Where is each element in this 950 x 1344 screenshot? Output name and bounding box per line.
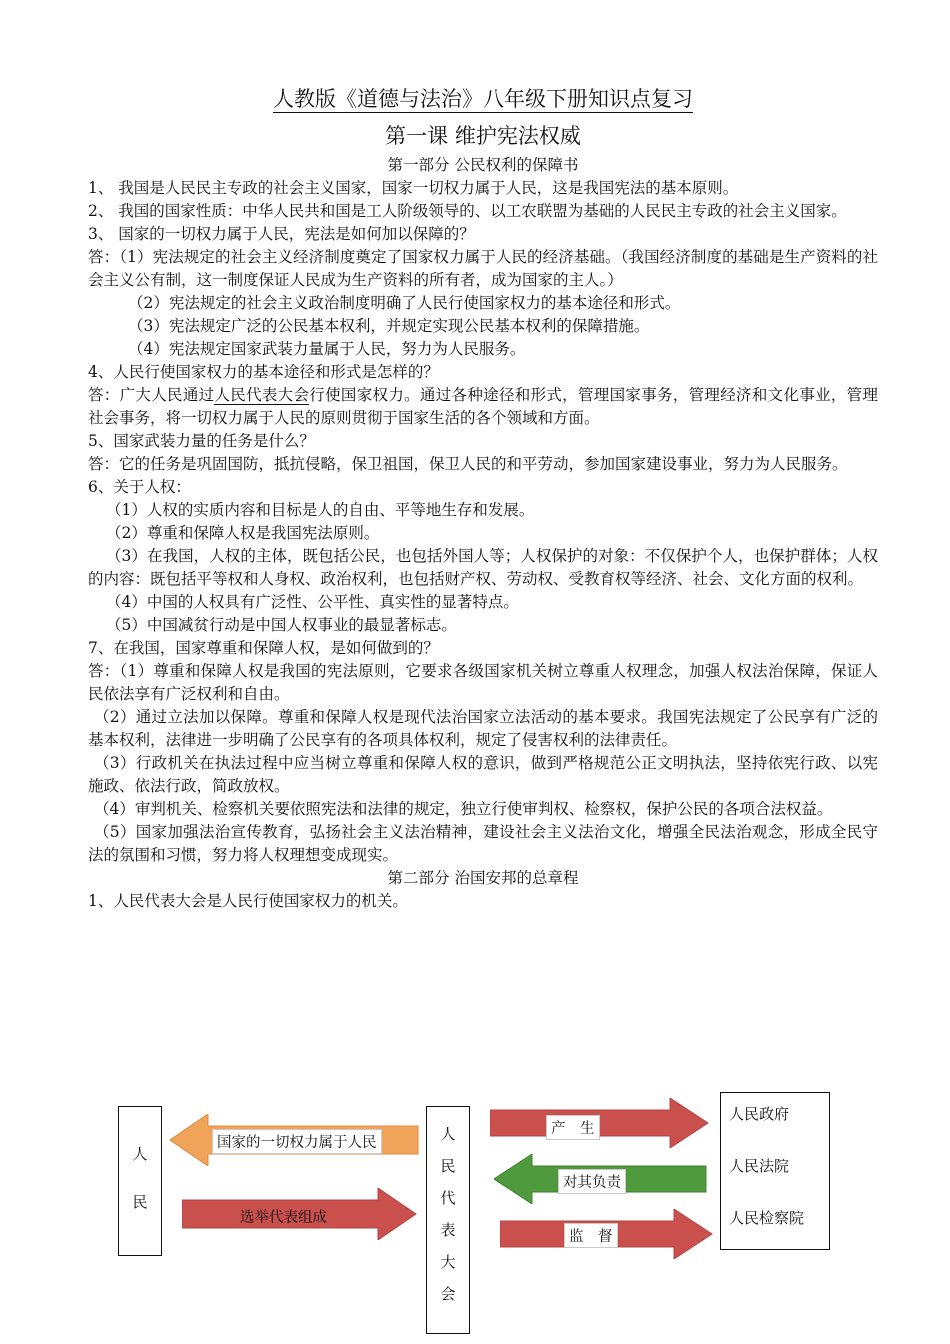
underlined-npc: 人民代表大会 <box>214 386 310 404</box>
point-6-5: （5）中国减贫行动是中国人权事业的最显著标志。 <box>106 616 457 634</box>
answer-7-1: 答：（1）尊重和保障人权是我国的宪法原则，它要求各级国家机关树立尊重人权理念，加强人权法治保障，保证人民依法享有广泛权利和自由。 <box>88 662 878 703</box>
document-page <box>88 84 878 913</box>
part2-point-1: 1、人民代表大会是人民行使国家权力的机关。 <box>88 892 408 910</box>
heading-6: 6、关于人权： <box>88 478 191 496</box>
arrow-elect-label: 选举代表组成 <box>240 1210 327 1226</box>
answer-3-4: （4）宪法规定国家武装力量属于人民，努力为人民服务。 <box>128 340 526 358</box>
question-5: 5、国家武装力量的任务是什么？ <box>88 432 315 450</box>
question-3: 3、 国家的一切权力属于人民，宪法是如何加以保障的？ <box>88 225 475 243</box>
organ-procuratorate: 人民检察院 <box>729 1209 805 1227</box>
part2-title: 第二部分 治国安邦的总章程 <box>387 869 579 887</box>
state-organs-box <box>720 1092 830 1250</box>
arrow-power-label: 国家的一切权力属于人民 <box>212 1129 382 1154</box>
people-box <box>118 1106 162 1256</box>
npc-box <box>426 1106 470 1334</box>
npc-char-5: 大 <box>440 1253 456 1271</box>
arrow-supervise-label: 监 督 <box>564 1223 618 1248</box>
question-7: 7、在我国，国家尊重和保障人权，是如何做到的？ <box>88 639 439 657</box>
question-4: 4、人民行使国家权力的基本途径和形式是怎样的？ <box>88 363 439 381</box>
answer-3-3: （3）宪法规定广泛的公民基本权利，并规定实现公民基本权利的保障措施。 <box>128 317 650 335</box>
arrow-produce-label: 产 生 <box>546 1115 600 1140</box>
lesson-title: 第一课 维护宪法权威 <box>385 124 581 148</box>
answer-3-1: 答：（1）宪法规定的社会主义经济制度奠定了国家权力属于人民的经济基础。（我国经济制度的基础是生产资料的社会主义公有制，这一制度保证人民成为生产资料的所有者，成为国家的主人。） <box>88 248 878 289</box>
answer-7-5: （5）国家加强法治宣传教育，弘扬社会主义法治精神，建设社会主义法治文化，增强全民法治观念，形成全民守法的氛围和习惯，努力将人权理想变成现实。 <box>88 823 878 864</box>
npc-char-1: 人 <box>440 1125 456 1143</box>
npc-char-6: 会 <box>440 1285 456 1303</box>
answer-7-2: （2）通过立法加以保障。尊重和保障人权是现代法治国家立法活动的基本要求。我国宪法规定了公民享有广泛的基本权利，法律进一步明确了公民享有的各项具体权利，规定了侵害权利的法律责任。 <box>88 708 878 749</box>
part1-title: 第一部分 公民权利的保障书 <box>387 156 579 174</box>
arrow-responsible-label: 对其负责 <box>558 1169 626 1194</box>
npc-char-2: 民 <box>440 1157 456 1175</box>
point-1: 1、 我国是人民民主专政的社会主义国家，国家一切权力属于人民，这是我国宪法的基本原则。 <box>88 179 739 197</box>
point-2: 2、 我国的国家性质：中华人民共和国是工人阶级领导的、以工农联盟为基础的人民民主专政的社会主义国家。 <box>88 202 847 220</box>
answer-7-4: （4）审判机关、检察机关要依照宪法和法律的规定，独立行使审判权、检察权，保护公民的各项合法权益。 <box>94 800 833 818</box>
npc-char-4: 表 <box>440 1221 456 1239</box>
point-6-4: （4）中国的人权具有广泛性、公平性、真实性的显著特点。 <box>106 593 519 611</box>
arrow-produce <box>490 1098 710 1148</box>
answer-4: 答：广大人民通过人民代表大会行使国家权力。通过各种途径和形式，管理国家事务，管理经济和文化事业，管理社会事务，将一切权力属于人民的原则贯彻于国家生活的各个领域和方面。 <box>88 386 878 427</box>
point-6-1: （1）人权的实质内容和目标是人的自由、平等地生存和发展。 <box>106 501 535 519</box>
people-char-2: 民 <box>132 1193 148 1211</box>
npc-char-3: 代 <box>440 1189 456 1207</box>
answer-5: 答：它的任务是巩固国防，抵抗侵略，保卫祖国，保卫人民的和平劳动，参加国家建设事业，努力为人民服务。 <box>88 455 848 473</box>
point-6-2: （2）尊重和保障人权是我国宪法原则。 <box>106 524 380 542</box>
organ-government: 人民政府 <box>729 1105 790 1123</box>
organ-court: 人民法院 <box>729 1157 790 1175</box>
answer-3-2: （2）宪法规定的社会主义政治制度明确了人民行使国家权力的基本途径和形式。 <box>128 294 681 312</box>
people-char-1: 人 <box>132 1145 148 1163</box>
answer-7-3: （3）行政机关在执法过程中应当树立尊重和保障人权的意识，做到严格规范公正文明执法，坚持依宪行政、以宪施政、依法行政，简政放权。 <box>88 754 878 795</box>
npc-diagram <box>118 1092 838 1332</box>
document-title: 人教版《道德与法治》八年级下册知识点复习 <box>273 87 693 111</box>
point-6-3: （3）在我国，人权的主体，既包括公民，也包括外国人等；人权保护的对象：不仅保护个人，也保护群体；人权的内容：既包括平等权和人身权、政治权利，也包括财产权、劳动权、受教育权等经济、社会、文化方面的权利。 <box>88 547 878 588</box>
